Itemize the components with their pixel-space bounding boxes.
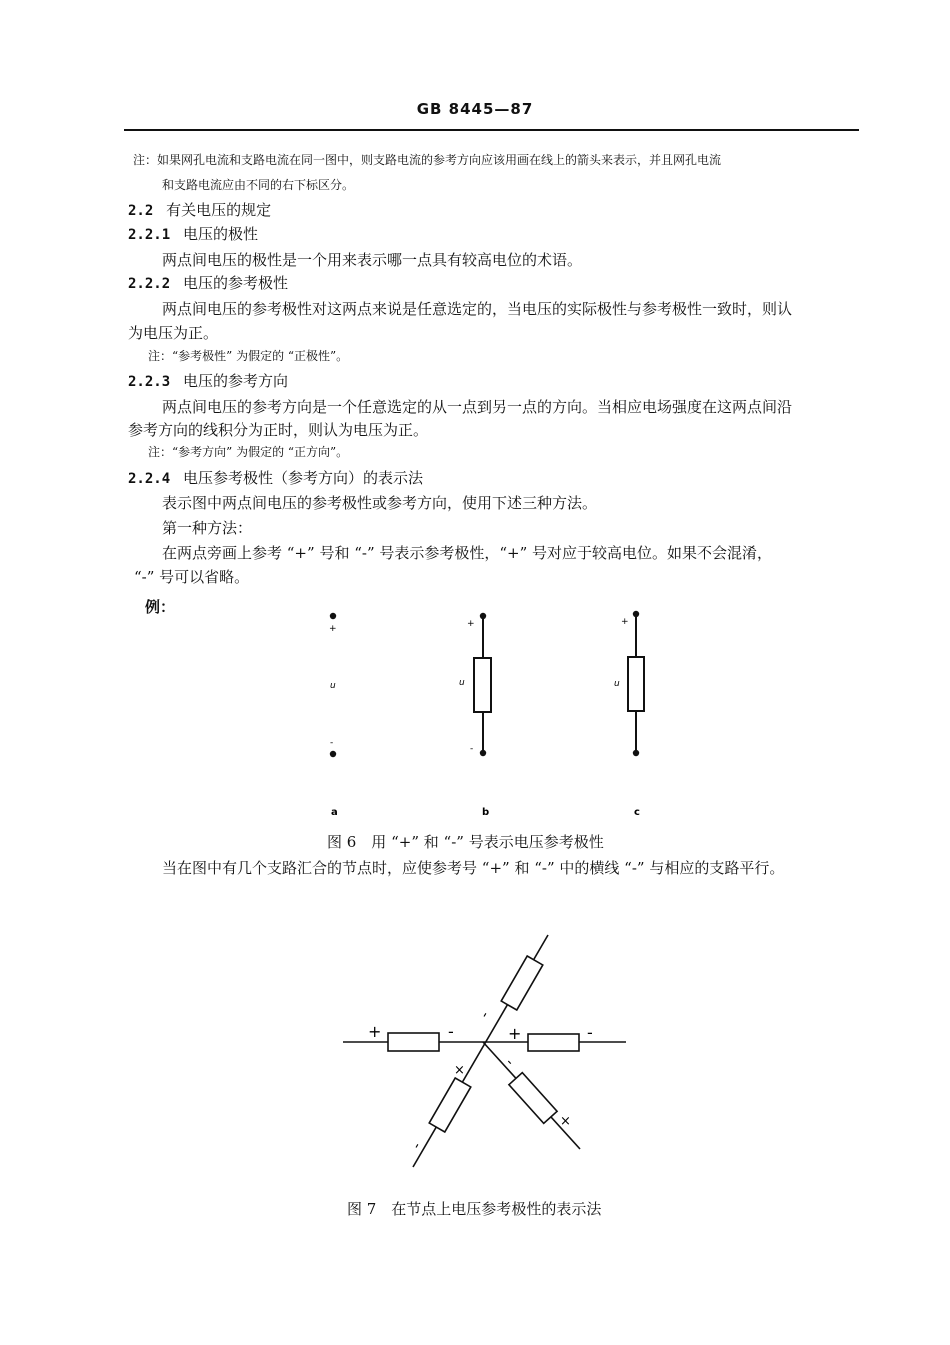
upper-right-resistor: [501, 956, 543, 1010]
right-plus: +: [508, 1024, 522, 1043]
section-title: 有关电压的规定: [166, 201, 272, 219]
section-title: 电压的极性: [182, 225, 258, 243]
header-rule: [124, 129, 859, 131]
voltage-label-b: u: [459, 678, 465, 688]
section-number: 2.2.4: [128, 471, 171, 487]
upper-right-minus: -: [476, 1008, 493, 1021]
plus-sign-c: +: [621, 617, 629, 627]
lower-right-resistor: [509, 1073, 557, 1124]
section-2-2-3-heading: [128, 370, 288, 391]
section-2-2-4-body: 表示图中两点间电压的参考极性或参考方向，使用下述三种方法。: [162, 494, 598, 512]
section-title: 电压的参考极性: [182, 274, 288, 292]
lower-left-cross: ×: [454, 1063, 465, 1078]
section-2-2-1-body: 两点间电压的极性是一个用来表示哪一点具有较高电位的术语。: [162, 251, 583, 269]
label-b: b: [482, 807, 490, 818]
section-number: 2.2.1: [128, 227, 171, 243]
right-minus: -: [587, 1023, 593, 1042]
label-a: a: [331, 807, 338, 818]
minus-sign-b: -: [470, 744, 474, 754]
figure-7-caption: 图 7 在节点上电压参考极性的表示法: [347, 1200, 602, 1218]
note-line-2: 和支路电流应由不同的右下标区分。: [162, 178, 355, 192]
standard-number-header: GB 8445—87: [416, 100, 534, 118]
plus-sign-b: +: [467, 619, 475, 629]
section-2-2-3-note: 注：“参考方向” 为假定的 “正方向”。: [148, 445, 349, 459]
figure-6-caption: 图 6 用 “+” 和 “-” 号表示电压参考极性: [327, 833, 604, 851]
node-c-bottom: [633, 750, 639, 756]
section-title: 电压的参考方向: [182, 372, 288, 390]
resistor-c: [628, 657, 644, 711]
section-number: 2.2.3: [128, 374, 171, 390]
plus-sign-a: +: [329, 624, 337, 634]
example-label: 例：: [145, 598, 176, 616]
method-1-body-line-1: 在两点旁画上参考 “+” 号和 “-” 号表示参考极性，“+” 号对应于较高电位。如果不会混淆，: [162, 544, 773, 562]
section-number: 2.2: [128, 203, 154, 219]
minus-sign-a: -: [330, 738, 334, 748]
lower-left-resistor: [429, 1078, 471, 1132]
left-resistor: [388, 1033, 439, 1051]
section-2-2-1-heading: [128, 223, 258, 244]
section-2-2-heading: [128, 199, 271, 220]
section-2-2-2-body-line-2: 为电压为正。: [128, 324, 219, 342]
node-paragraph: 当在图中有几个支路汇合的节点时，应使参考号 “+” 和 “-” 中的横线 “-” 与相应的支路平行。: [162, 859, 785, 877]
right-resistor: [528, 1034, 579, 1051]
section-2-2-4-heading: [128, 467, 423, 488]
section-2-2-2-body-line-1: 两点间电压的参考极性对这两点来说是任意选定的，当电压的实际极性与参考极性一致时，则认: [162, 300, 793, 318]
section-2-2-3-body-line-2: 参考方向的线积分为正时，则认为电压为正。: [128, 421, 429, 439]
method-1-body-line-2: “-” 号可以省略。: [134, 568, 250, 586]
lower-right-cross: ×: [560, 1114, 571, 1129]
node-a-top: [330, 613, 336, 619]
figure-7: [330, 925, 640, 1180]
lower-left-minus: -: [408, 1139, 425, 1152]
resistor-b: [474, 658, 491, 712]
section-number: 2.2.2: [128, 276, 171, 292]
lower-right-minus: -: [502, 1054, 518, 1070]
voltage-label-a: u: [330, 681, 336, 691]
label-c: c: [634, 807, 640, 818]
section-title: 电压参考极性（参考方向）的表示法: [182, 469, 423, 487]
left-plus: +: [368, 1022, 382, 1041]
node-b-bottom: [480, 750, 486, 756]
section-2-2-2-note: 注：“参考极性” 为假定的 “正极性”。: [148, 349, 349, 363]
node-a-bottom: [330, 751, 336, 757]
section-2-2-2-heading: [128, 272, 288, 293]
section-2-2-3-body-line-1: 两点间电压的参考方向是一个任意选定的从一点到另一点的方向。当相应电场强度在这两点间沿: [162, 398, 793, 416]
left-minus: -: [448, 1022, 454, 1041]
figure-6: [300, 600, 700, 830]
method-1-title: 第一种方法：: [162, 519, 253, 537]
voltage-label-c: u: [614, 679, 620, 689]
note-line-1: 注：如果网孔电流和支路电流在同一图中，则支路电流的参考方向应该用画在线上的箭头来表示，并且网孔电流: [133, 153, 722, 167]
